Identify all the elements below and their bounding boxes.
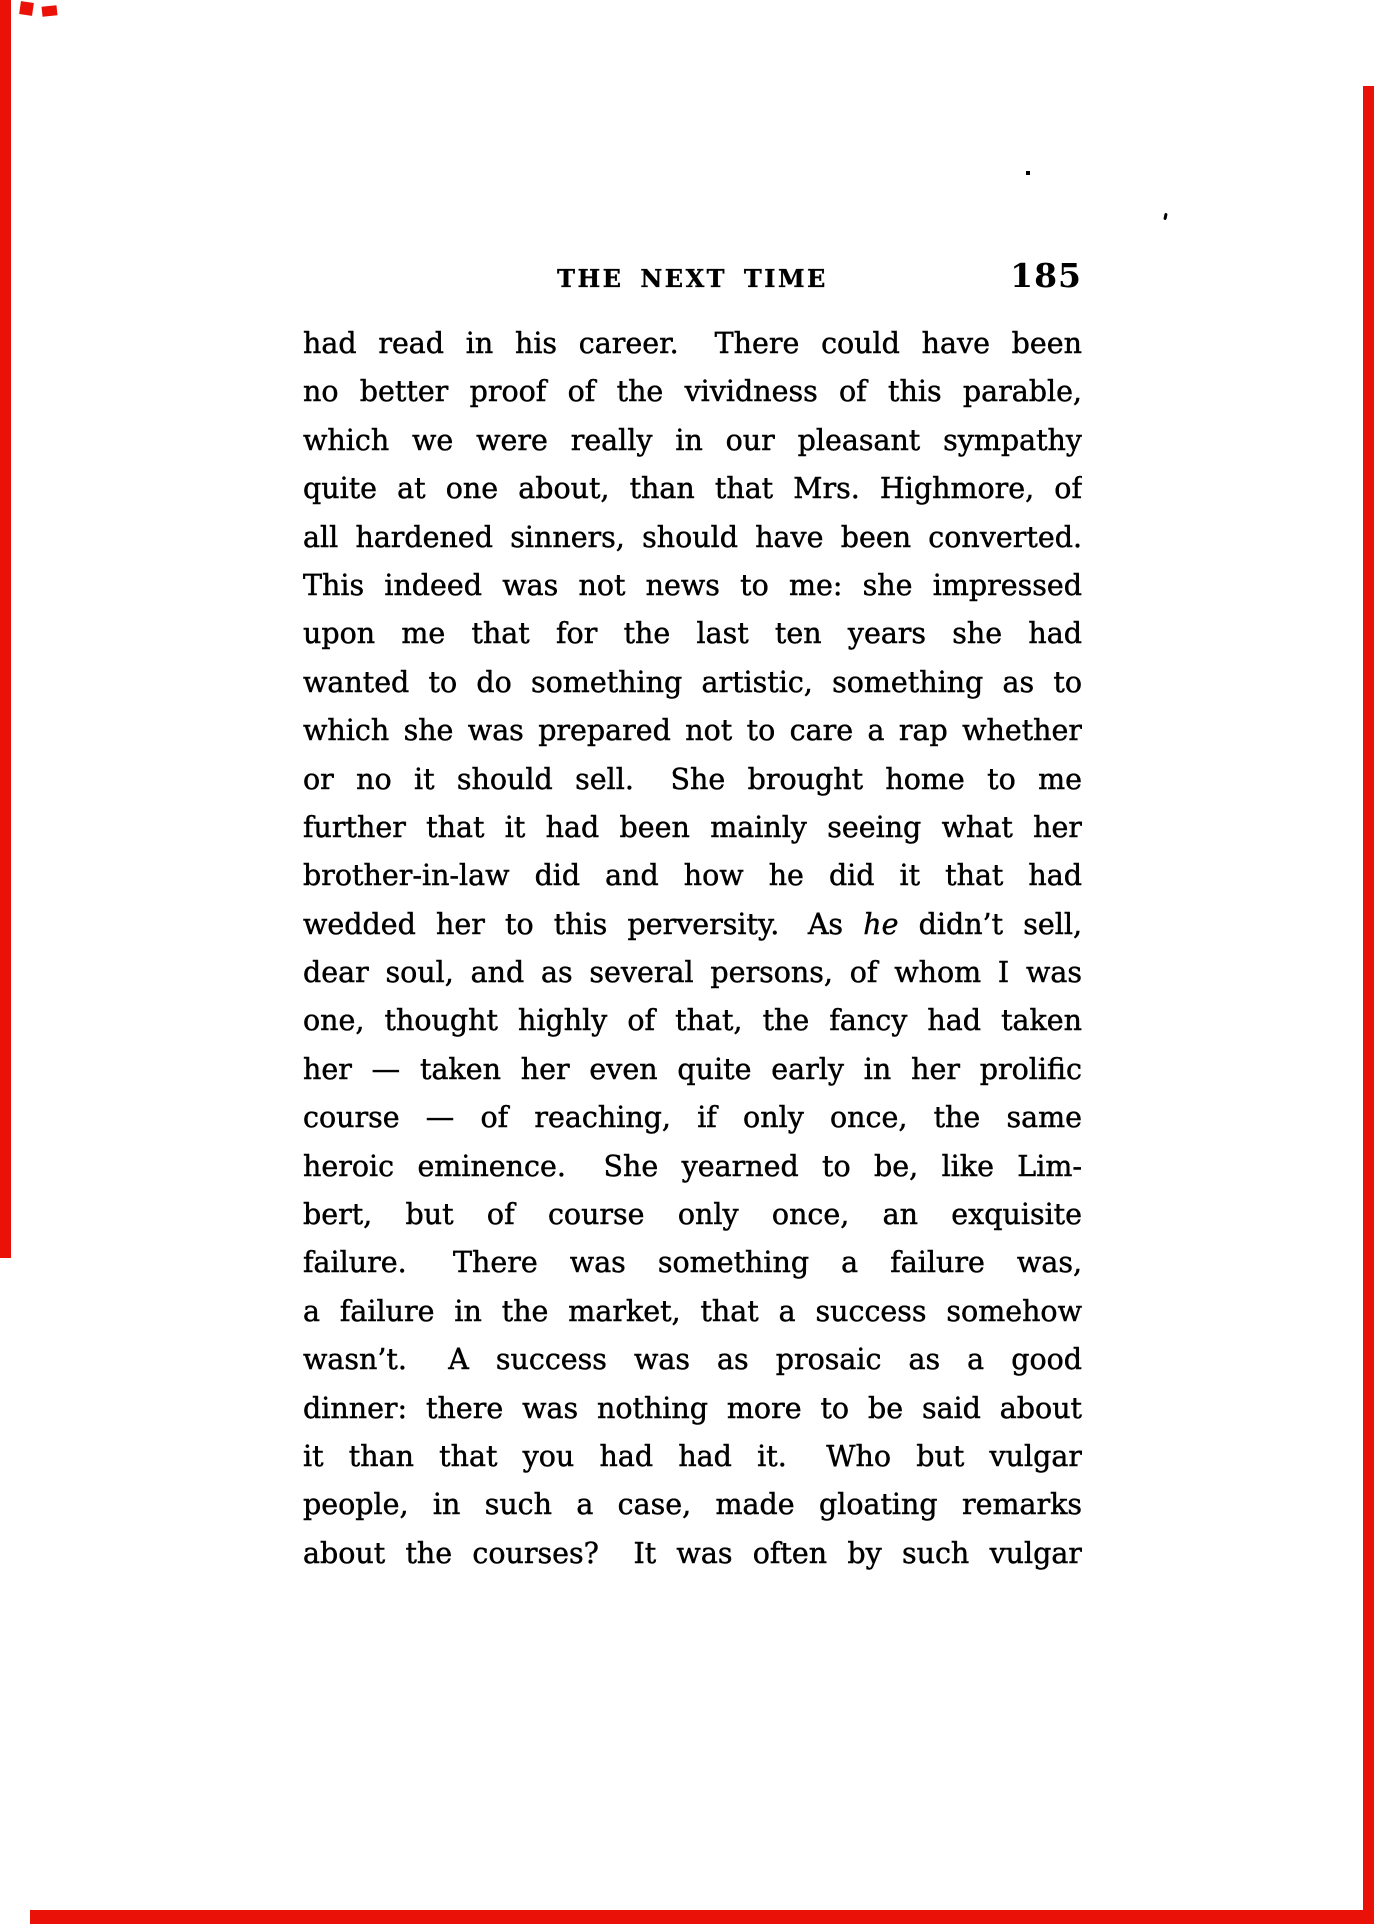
running-title: THE NEXT TIME	[557, 264, 828, 293]
text-line: had read in his career. There could have been	[303, 327, 1082, 360]
text-line: wasn’t. A success was as prosaic as a good	[303, 1343, 1082, 1377]
text-line: wanted to do something artistic, something as to	[303, 665, 1082, 699]
page-header	[303, 250, 1082, 302]
text-line: no better proof of the vividness of this parable,	[303, 375, 1082, 409]
text-line: which we were really in our pleasant sympathy	[303, 423, 1082, 457]
text-line: heroic eminence. She yearned to be, like Lim-	[303, 1149, 1082, 1183]
scan-edge-mark	[42, 5, 58, 17]
text-line: her — taken her even quite early in her prolific	[303, 1052, 1082, 1086]
text-line: all hardened sinners, should have been converted.	[303, 520, 1082, 554]
text-line: which she was prepared not to care a rap whether	[303, 714, 1082, 748]
text-line: dear soul, and as several persons, of whom I was	[303, 956, 1082, 990]
text-line: wedded her to this perversity. As he didn’t sell,	[303, 907, 1082, 941]
text-block	[303, 320, 1082, 1578]
ink-speck	[1026, 171, 1030, 175]
text-line: about the courses? It was often by such vulgar	[303, 1536, 1082, 1570]
text-line: people, in such a case, made gloating remarks	[303, 1488, 1082, 1522]
text-line: This indeed was not news to me: she impressed	[303, 568, 1082, 602]
ink-speck	[1163, 213, 1167, 220]
text-line: bert, but of course only once, an exquisite	[303, 1198, 1082, 1232]
text-line: or no it should sell. She brought home to me	[303, 762, 1082, 796]
scan-edge-bottom-strip	[30, 1910, 1374, 1924]
text-line: failure. There was something a failure was,	[303, 1246, 1082, 1280]
text-line: a failure in the market, that a success somehow	[303, 1294, 1082, 1328]
text-line: course — of reaching, if only once, the same	[303, 1101, 1082, 1135]
text-line: quite at one about, than that Mrs. Highmore, of	[303, 472, 1082, 506]
scan-edge-mark	[19, 1, 34, 16]
text-line: further that it had been mainly seeing what her	[303, 810, 1082, 844]
text-line: upon me that for the last ten years she had	[303, 617, 1082, 651]
scan-edge-right-strip	[1363, 86, 1374, 1924]
text-line: brother-in-law did and how he did it that had	[303, 859, 1082, 893]
page-number: 185	[1010, 256, 1082, 295]
text-line: it than that you had had it. Who but vulgar	[303, 1439, 1082, 1473]
text-line: dinner: there was nothing more to be said about	[303, 1391, 1082, 1425]
text-line: one, thought highly of that, the fancy had taken	[303, 1004, 1082, 1038]
scan-edge-left-strip	[0, 0, 11, 1258]
